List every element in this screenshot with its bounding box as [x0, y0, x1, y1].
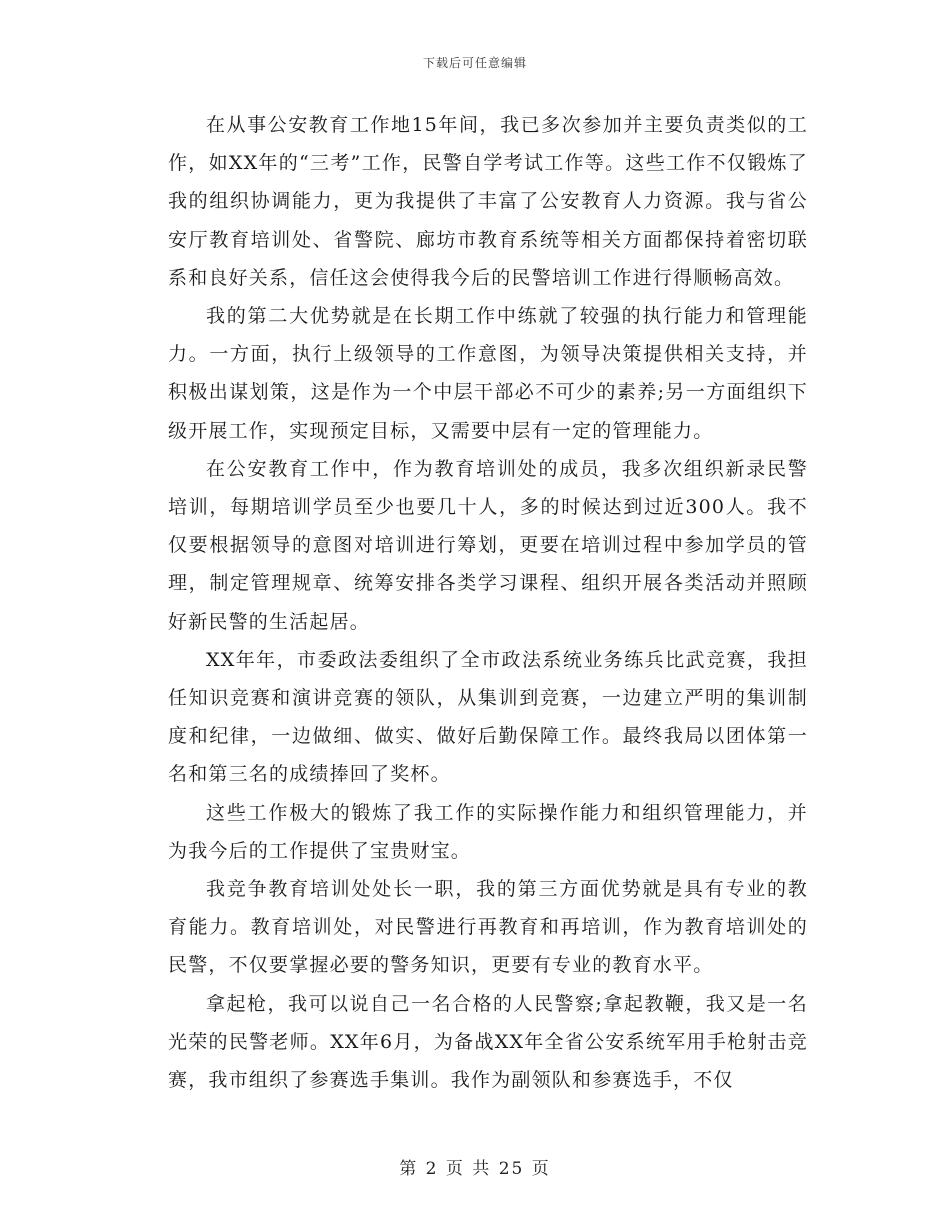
header-note: 下载后可任意编辑 — [422, 56, 527, 70]
paragraph-4: XX年年，市委政法委组织了全市政法系统业务练兵比武竞赛，我担任知识竞赛和演讲竞赛的领队，从集训到竞赛，一边建立严明的集训制度和纪律，一边做细、做实、做好后勤保障工作。最终我局以团体第一名和第三名的成绩捧回了奖杯。 — [168, 648, 808, 786]
paragraph-7: 拿起枪，我可以说自己一名合格的人民警察;拿起教鞭，我又是一名光荣的民警老师。XX年6月，为备战XX年全省公安系统军用手枪射击竞赛，我市组织了参赛选手集训。我作为副领队和参赛选手，不仅 — [168, 992, 808, 1092]
paragraph-3: 在公安教育工作中，作为教育培训处的成员，我多次组织新录民警培训，每期培训学员至少也要几十人，多的时候达到过近300人。我不仅要根据领导的意图对培训进行筹划，更要在培训过程中参加学员的管理，制定管理规章、统筹安排各类学习课程、组织开展各类活动并照顾好新民警的生活起居。 — [168, 457, 808, 633]
paragraph-6: 我竞争教育培训处处长一职，我的第三方面优势就是具有专业的教育能力。教育培训处，对民警进行再教育和再培训，作为教育培训处的民警，不仅要掌握必要的警务知识，更要有专业的教育水平。 — [168, 878, 808, 977]
paragraph-2: 我的第二大优势就是在长期工作中练就了较强的执行能力和管理能力。一方面，执行上级领导的工作意图，为领导决策提供相关支持，并积极出谋划策，这是作为一个中层干部必不可少的素养;另一方面组织下级开展工作，实现预定目标，又需要中层有一定的管理能力。 — [168, 305, 808, 442]
page-footer: 第 2 页 共 25 页 — [399, 1159, 551, 1179]
paragraph-1: 在从事公安教育工作地15年间，我已多次参加并主要负责类似的工作，如XX年的“三考”工作，民警自学考试工作等。这些工作不仅锻炼了我的组织协调能力，更为我提供了丰富了公安教育人力资源。我与省公安厅教育培训处、省警院、廊坊市教育系统等相关方面都保持着密切联系和良好关系，信任这会使得我今后的民警培训工作进行得顺畅高效。 — [168, 114, 808, 289]
paragraph-5: 这些工作极大的锻炼了我工作的实际操作能力和组织管理能力，并为我今后的工作提供了宝贵财宝。 — [168, 801, 808, 862]
document-body — [168, 106, 808, 1099]
